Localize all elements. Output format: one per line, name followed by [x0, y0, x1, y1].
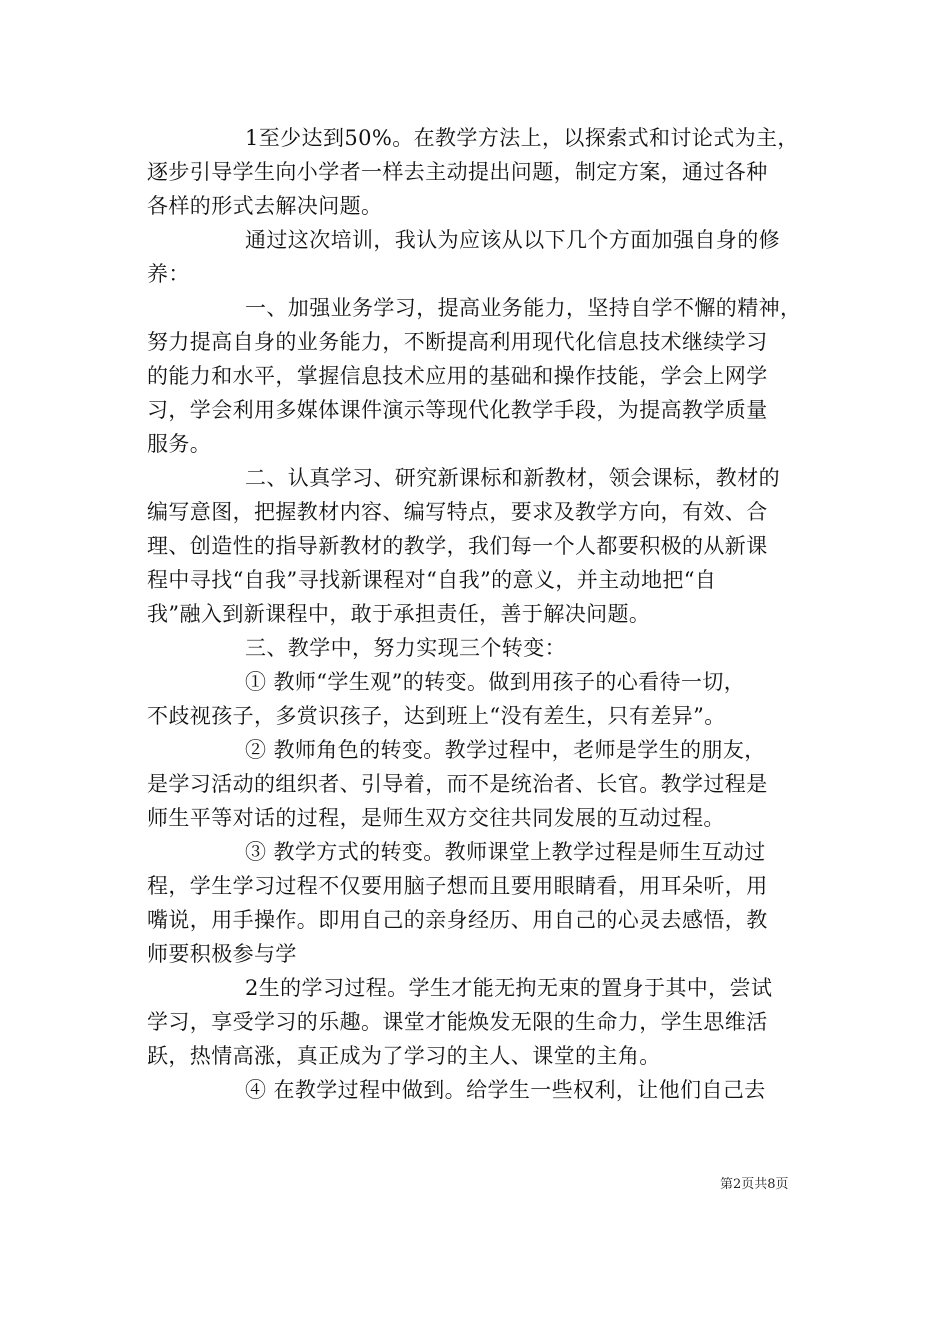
text-line: 一、加强业务学习，提高业务能力，坚持自学不懈的精神， — [245, 296, 802, 320]
text-line: 不歧视孩子，多赏识孩子，达到班上“没有差生，只有差异”。 — [147, 704, 726, 728]
text-line: 通过这次培训，我认为应该从以下几个方面加强自身的修 — [245, 228, 780, 252]
text-line: ③ 教学方式的转变。教师课堂上教学过程是师生互动过 — [245, 840, 766, 864]
text-line: ② 教师角色的转变。教学过程中，老师是学生的朋友， — [245, 738, 766, 762]
text-line: 2生的学习过程。学生才能无拘无束的置身于其中，尝试 — [245, 976, 773, 1000]
text-line: 服务。 — [147, 432, 212, 456]
text-line: 习，学会利用多媒体课件演示等现代化教学手段，为提高教学质量 — [147, 398, 768, 422]
text-line: 二、认真学习、研究新课标和新教材，领会课标，教材的 — [245, 466, 780, 490]
text-line: 三、教学中，努力实现三个转变： — [245, 636, 566, 660]
page-number-footer: 第2页共8页 — [720, 1177, 789, 1192]
text-line: 努力提高自身的业务能力，不断提高利用现代化信息技术继续学习 — [147, 330, 768, 354]
text-line: 嘴说，用手操作。即用自己的亲身经历、用自己的心灵去感悟，教 — [147, 908, 768, 932]
text-line: 跃，热情高涨，真正成为了学习的主人、课堂的主角。 — [147, 1044, 661, 1068]
text-line: 1至少达到50%。在教学方法上，以探索式和讨论式为主， — [245, 126, 799, 150]
text-line: 师要积极参与学 — [147, 942, 297, 966]
text-line: 各样的形式去解决问题。 — [147, 194, 383, 218]
text-line: 师生平等对话的过程，是师生双方交往共同发展的互动过程。 — [147, 806, 725, 830]
text-line: 我”融入到新课程中，敢于承担责任，善于解决问题。 — [147, 602, 651, 626]
text-line: 程，学生学习过程不仅要用脑子想而且要用眼睛看，用耳朵听，用 — [147, 874, 768, 898]
document-body — [147, 121, 807, 1107]
text-line: 学习，享受学习的乐趣。课堂才能焕发无限的生命力，学生思维活 — [147, 1010, 768, 1034]
text-line: 养： — [147, 262, 190, 286]
text-line: 理、创造性的指导新教材的教学，我们每一个人都要积极的从新课 — [147, 534, 768, 558]
text-line: 是学习活动的组织者、引导着，而不是统治者、长官。教学过程是 — [147, 772, 768, 796]
text-line: 的能力和水平，掌握信息技术应用的基础和操作技能，学会上网学 — [147, 364, 768, 388]
text-line: ① 教师“学生观”的转变。做到用孩子的心看待一切， — [245, 670, 746, 694]
text-line: 逐步引导学生向小学者一样去主动提出问题，制定方案，通过各种 — [147, 160, 768, 184]
text-line: 程中寻找“自我”寻找新课程对“自我”的意义，并主动地把“自 — [147, 568, 717, 592]
text-line: ④ 在教学过程中做到。给学生一些权利，让他们自己去 — [245, 1078, 766, 1102]
text-line: 编写意图，把握教材内容、编写特点，要求及教学方向，有效、合 — [147, 500, 768, 524]
